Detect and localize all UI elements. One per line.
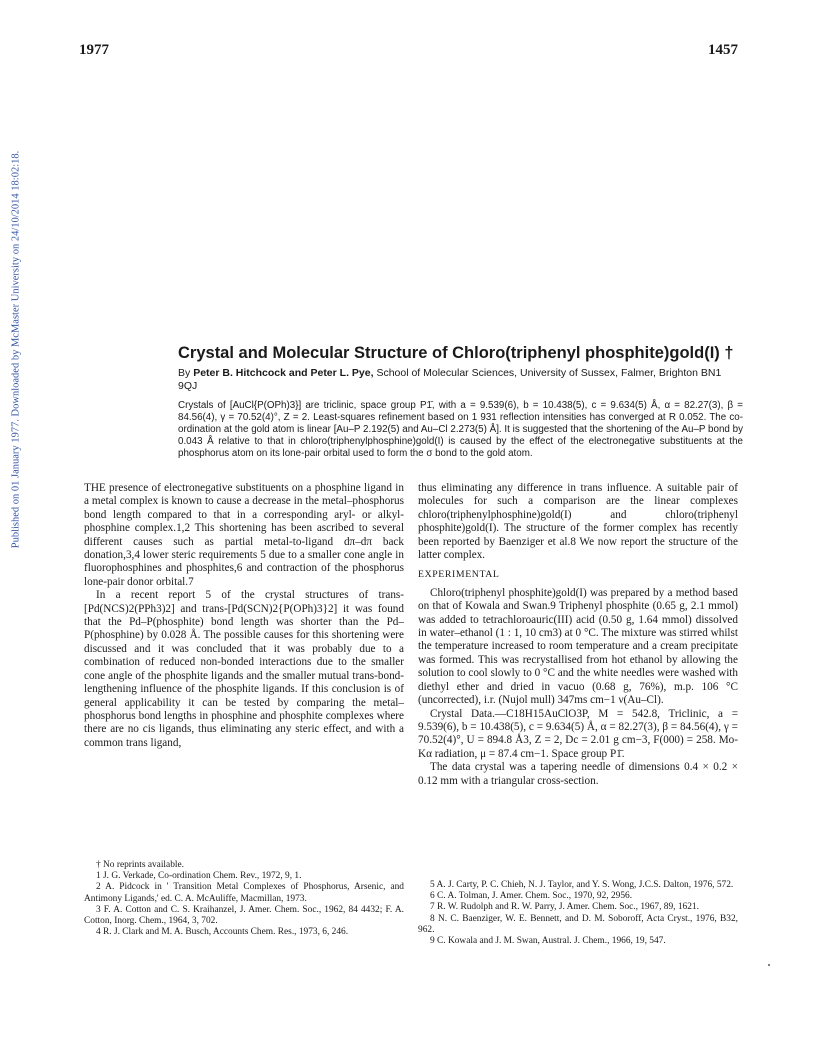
article-title: Crystal and Molecular Structure of Chloro(triphenyl phosphite)gold(I) † <box>178 344 734 362</box>
footnote: 3 F. A. Cotton and C. S. Kraihanzel, J. Amer. Chem. Soc., 1962, 84 4432; F. A. Cotton, Inorg. Chem., 1964, 3, 702. <box>84 904 404 927</box>
section-heading-experimental: EXPERIMENTAL <box>418 569 500 581</box>
footnote: 5 A. J. Carty, P. C. Chieh, N. J. Taylor, and Y. S. Wong, J.C.S. Dalton, 1976, 572. <box>430 880 734 890</box>
stray-mark <box>768 964 770 966</box>
footnote: 9 C. Kowala and J. M. Swan, Austral. J. Chem., 1966, 19, 547. <box>430 936 666 947</box>
footnotes-left <box>84 860 404 938</box>
byline-prefix: By <box>178 367 191 379</box>
body-paragraph: The data crystal was a tapering needle of dimensions 0.4 × 0.2 × 0.12 mm with a triangular cross-section. <box>418 761 738 787</box>
author-names: Peter B. Hitchcock and Peter L. Pye, <box>193 367 374 379</box>
crystal-data-paragraph: Crystal Data.—C18H15AuClO3P, M = 542.8, Triclinic, a = 9.539(6), b = 10.438(5), c = 9.634(5) Å, α = 82.27(3), β = 84.56(4), γ = 70.52(4)°, U = 894.8 Å3, Z = 2, Dc = 2.01 g cm−3, F(000) = 258. Mo-Kα radiation, μ = 87.4 cm−1. Space group P1̄. <box>418 707 738 760</box>
download-stamp: Published on 01 January 1977. Downloaded by McMaster University on 24/10/2014 18:02:18. <box>10 150 22 549</box>
abstract: Crystals of [AuCl{P(OPh)3}] are triclinic, space group P1̄, with a = 9.539(6), b = 10.438(5), c = 9.634(5) Å, α = 82.27(3), β = 84.56(4), γ = 70.52(4)°, Z = 2. Least-squares refinement based on 1 931 reflection intensities has converged at R 0.052. The co-ordination at the gold atom is linear [Au–P 2.192(5) and Au–Cl 2.273(5) Å]. It is suggested that the shortening of the Au–P bond by 0.043 Å relative to that in chloro(triphenylphosphine)gold(I) is caused by the effect of the electronegative substituents at the phosphorus atom on its lone-pair orbital used to form the σ bond to the gold atom. <box>178 400 743 459</box>
author-affiliation: School of Molecular Sciences, University of Sussex, Falmer, Brighton BN1 9QJ <box>178 367 722 392</box>
footnote: 4 R. J. Clark and M. A. Busch, Accounts Chem. Res., 1973, 6, 246. <box>96 927 349 938</box>
intro-paragraph: THE presence of electronegative substituents on a phosphine ligand in a metal complex is known to cause a decrease in the metal–phosphorus bond length compared to that in a corresponding aryl- or alkyl-phosphine complex.1,2 This shortening has been ascribed to several different causes such as partial metal-to-ligand dπ–dπ back donation,3,4 lower steric requirements 5 due to a smaller cone angle in fluorophosphines and phosphites,6 and contraction of the phosphorus lone-pair donor orbital.7 <box>84 482 404 588</box>
page-number: 1457 <box>708 42 738 58</box>
footnote: 8 N. C. Baenziger, W. E. Bennett, and D. M. Soboroff, Acta Cryst., 1976, B32, 962. <box>418 913 738 935</box>
footnote: 1 J. G. Verkade, Co-ordination Chem. Rev., 1972, 9, 1. <box>96 871 302 882</box>
footnote: † No reprints available. <box>96 860 184 870</box>
footnote: 6 C. A. Tolman, J. Amer. Chem. Soc., 1970, 92, 2956. <box>430 891 633 902</box>
right-column <box>418 482 738 788</box>
footnote: 2 A. Pidcock in ' Transition Metal Complexes of Phosphorus, Arsenic, and Antimony Ligands,' ed. C. A. McAuliffe, Macmillan, 1973. <box>84 882 404 904</box>
body-paragraph: Chloro(triphenyl phosphite)gold(I) was prepared by a method based on that of Kowala and Swan.9 Triphenyl phosphite (0.65 g, 2.1 mmol) was added to tetrachloroauric(III) acid (0.50 g, 1.64 mmol) dissolved in water–ethanol (1 : 1, 10 cm3) at 0 °C. The mixture was stirred whilst the temperature increased to room temperature and a cream precipitate was formed. This was recrystallised from hot ethanol by allowing the solution to cool slowly to 0 °C and the white needles were washed with diethyl ether and dried in vacuo (0.68 g, 76%), m.p. 106 °C (uncorrected), i.r. (Nujol mull) 347ms cm−1 ν(Au–Cl). <box>418 586 738 707</box>
byline <box>178 367 743 393</box>
body-paragraph: thus eliminating any difference in trans influence. A suitable pair of molecules for such a comparison are the linear complexes chloro(triphenylphosphine)gold(I) and chloro(triphenyl phosphite)gold(I). The structure of the former complex has recently been reported by Baenziger et al.8 We now report the structure of the latter complex. <box>418 482 738 562</box>
footnote: 7 R. W. Rudolph and R. W. Parry, J. Amer. Chem. Soc., 1967, 89, 1621. <box>430 902 699 913</box>
left-column <box>84 482 404 750</box>
journal-year: 1977 <box>79 42 109 58</box>
footnotes-right <box>418 880 738 947</box>
body-paragraph: In a recent report 5 of the crystal structures of trans-[Pd(NCS)2(PPh3)2] and trans-[Pd(SCN)2{P(OPh)3}2] it was found that the Pd–P(phosphite) bond length was shorter than the Pd–P(phosphine) by 0.028 Å. The possible causes for this shortening were discussed and it was concluded that it was probably due to a combination of reduced non-bonded interactions due to the smaller cone angle of the phosphite ligands and the smaller mutual trans-bond-lengthening influence of the phosphite ligands. If this conclusion is of general applicability it can be tested by comparing the metal–phosphorus bond lengths in phosphine and phosphite complexes where there are no cis ligands, thus eliminating any steric effect, and with a common trans ligand, <box>84 589 404 749</box>
